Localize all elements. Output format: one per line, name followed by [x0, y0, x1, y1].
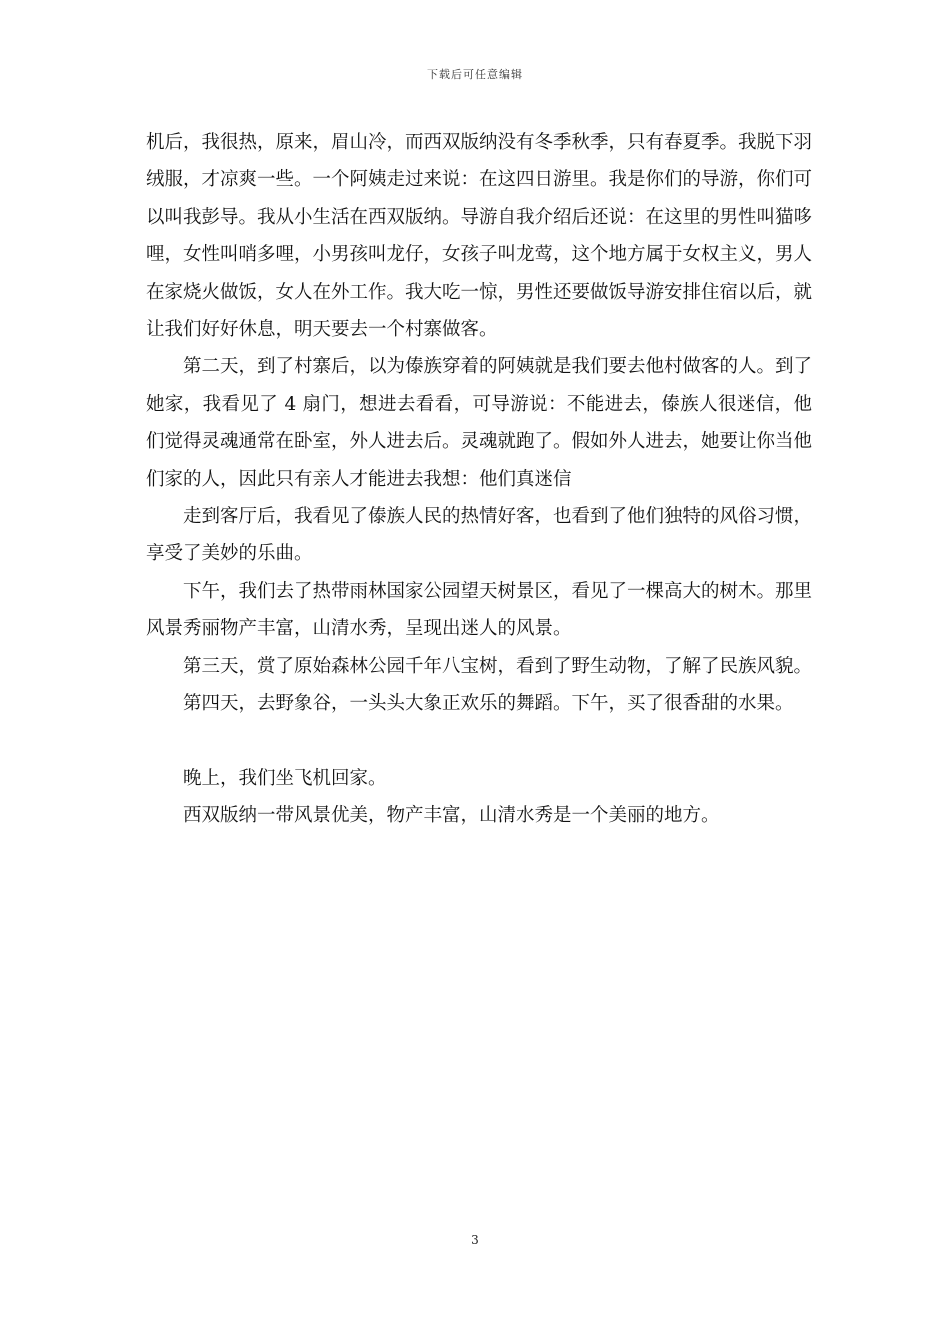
- paragraph-7: 晚上，我们坐飞机回家。: [183, 767, 387, 789]
- document-body: [146, 124, 812, 834]
- paragraph-8: 西双版纳一带风景优美，物产丰富，山清水秀是一个美丽的地方。: [183, 804, 720, 826]
- paragraph-1: 机后，我很热，原来，眉山冷，而西双版纳没有冬季秋季，只有春夏季。我脱下羽绒服，才凉爽一些。一个阿姨走过来说：在这四日游里。我是你们的导游，你们可以叫我彭导。我从小生活在西双版纳。导游自我介绍后还说：在这里的男性叫猫哆哩，女性叫哨多哩，小男孩叫龙仔，女孩子叫龙莺，这个地方属于女权主义，男人在家烧火做饭，女人在外工作。我大吃一惊，男性还要做饭导游安排住宿以后，就让我们好好休息，明天要去一个村寨做客。: [146, 132, 813, 341]
- page-header: 下载后可任意编辑: [427, 68, 523, 81]
- blank-line: [146, 723, 812, 760]
- paragraph-3: 走到客厅后，我看见了傣族人民的热情好客，也看到了他们独特的风俗习惯，享受了美妙的乐曲。: [146, 506, 813, 565]
- paragraph-5: 第三天，赏了原始森林公园千年八宝树，看到了野生动物，了解了民族风貌。: [183, 655, 813, 677]
- paragraph-4: 下午，我们去了热带雨林国家公园望天树景区，看见了一棵高大的树木。那里风景秀丽物产丰富，山清水秀，呈现出迷人的风景。: [146, 580, 813, 640]
- paragraph-6: 第四天，去野象谷，一头头大象正欢乐的舞蹈。下午，买了很香甜的水果。: [183, 693, 794, 715]
- paragraph-2: 第二天，到了村寨后，以为傣族穿着的阿姨就是我们要去他村做客的人。到了她家，我看见了 4 扇门，想进去看看，可导游说：不能进去，傣族人很迷信，他们觉得灵魂通常在卧室，外人进去后。灵魂就跑了。假如外人进去，她要让你当他们家的人，因此只有亲人才能进去我想：他们真迷信: [146, 356, 813, 490]
- page-number: 3: [471, 1233, 479, 1247]
